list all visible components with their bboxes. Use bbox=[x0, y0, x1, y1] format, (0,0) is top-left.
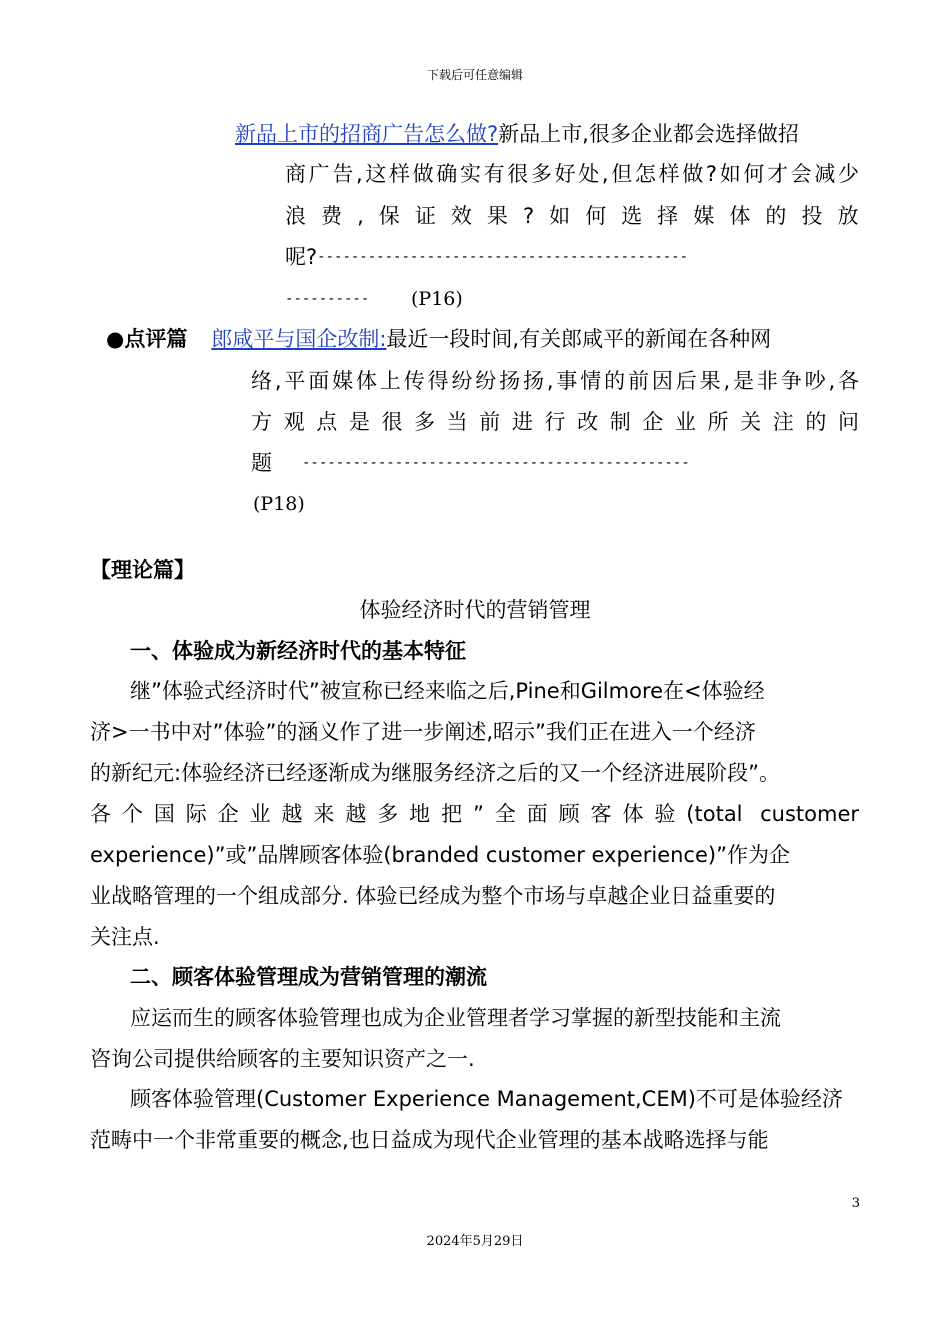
item1-page-ref: (P16) bbox=[411, 288, 463, 310]
item1-line1-text: 新品上市,很多企业都会选择做招 bbox=[498, 122, 799, 146]
item1-line4-text: 呢? bbox=[285, 245, 318, 269]
p2-line-1: 咨询公司提供给顾客的主要知识资产之一. bbox=[90, 1047, 475, 1071]
page-header: 下载后可任意编辑 bbox=[426, 68, 523, 82]
item2-label: 点评篇 bbox=[124, 327, 188, 351]
item2-page-ref: (P18) bbox=[253, 493, 305, 515]
bullet-icon: ● bbox=[106, 327, 125, 351]
item1-line1 bbox=[235, 120, 859, 148]
section-label: 【理论篇】 bbox=[90, 558, 195, 582]
p1-line-3: 各个国际企业越来越多地把”全面顾客体验(total customer bbox=[90, 802, 859, 826]
item1-line4 bbox=[285, 243, 859, 271]
item2-line1 bbox=[106, 325, 859, 353]
item2-line2: 络,平面媒体上传得纷纷扬扬,事情的前因后果,是非争吵,各 bbox=[251, 369, 859, 393]
item2-line3: 方观点是很多当前进行改制企业所关注的问 bbox=[251, 410, 859, 434]
heading-1: 一、体验成为新经济时代的基本特征 bbox=[130, 639, 466, 663]
p1-line-6: 关注点. bbox=[90, 925, 160, 949]
item2-line4-text: 题 bbox=[251, 451, 272, 475]
p3-line-0: 顾客体验管理(Customer Experience Management,CEM)不可是体验经济 bbox=[130, 1087, 843, 1111]
p1-line-2: 的新纪元:体验经济已经逐渐成为继服务经济之后的又一个经济进展阶段”。 bbox=[90, 761, 780, 785]
p1-line-0: 继”体验式经济时代”被宣称已经来临之后,Pine和Gilmore在<体验经 bbox=[130, 679, 765, 703]
footer-date: 2024年5月29日 bbox=[426, 1234, 524, 1249]
page-number: 3 bbox=[851, 1196, 860, 1211]
item2-line1-text: 最近一段时间,有关郎咸平的新闻在各种网 bbox=[386, 327, 772, 351]
item1-line5 bbox=[285, 284, 463, 313]
item1-dash-leader-cont: ---------- bbox=[285, 291, 370, 307]
p2-line-0: 应运而生的顾客体验管理也成为企业管理者学习掌握的新型技能和主流 bbox=[130, 1006, 781, 1030]
item1-link[interactable]: 新品上市的招商广告怎么做? bbox=[235, 122, 499, 146]
heading-2: 二、顾客体验管理成为营销管理的潮流 bbox=[130, 965, 487, 989]
p1-line-5: 业战略管理的一个组成部分. 体验已经成为整个市场与卓越企业日益重要的 bbox=[90, 884, 776, 908]
item2-dash-leader: ---------------------------------------------- bbox=[302, 455, 690, 471]
item2-line4 bbox=[251, 449, 859, 477]
item1-dash-leader: -------------------------------------------- bbox=[317, 249, 689, 265]
item2-link[interactable]: 郎咸平与国企改制: bbox=[211, 327, 387, 351]
item1-line2: 商广告,这样做确实有很多好处,但怎样做?如何才会减少 bbox=[285, 162, 859, 186]
item1-line3: 浪费,保证效果?如何选择媒体的投放 bbox=[285, 204, 859, 228]
p1-line-1: 济>一书中对”体验”的涵义作了进一步阐述,昭示”我们正在进入一个经济 bbox=[90, 720, 756, 744]
p1-line-4: experience)”或”品牌顾客体验(branded customer experience)”作为企 bbox=[90, 843, 790, 867]
article-title: 体验经济时代的营销管理 bbox=[359, 598, 591, 622]
p3-line-1: 范畴中一个非常重要的概念,也日益成为现代企业管理的基本战略选择与能 bbox=[90, 1128, 769, 1152]
